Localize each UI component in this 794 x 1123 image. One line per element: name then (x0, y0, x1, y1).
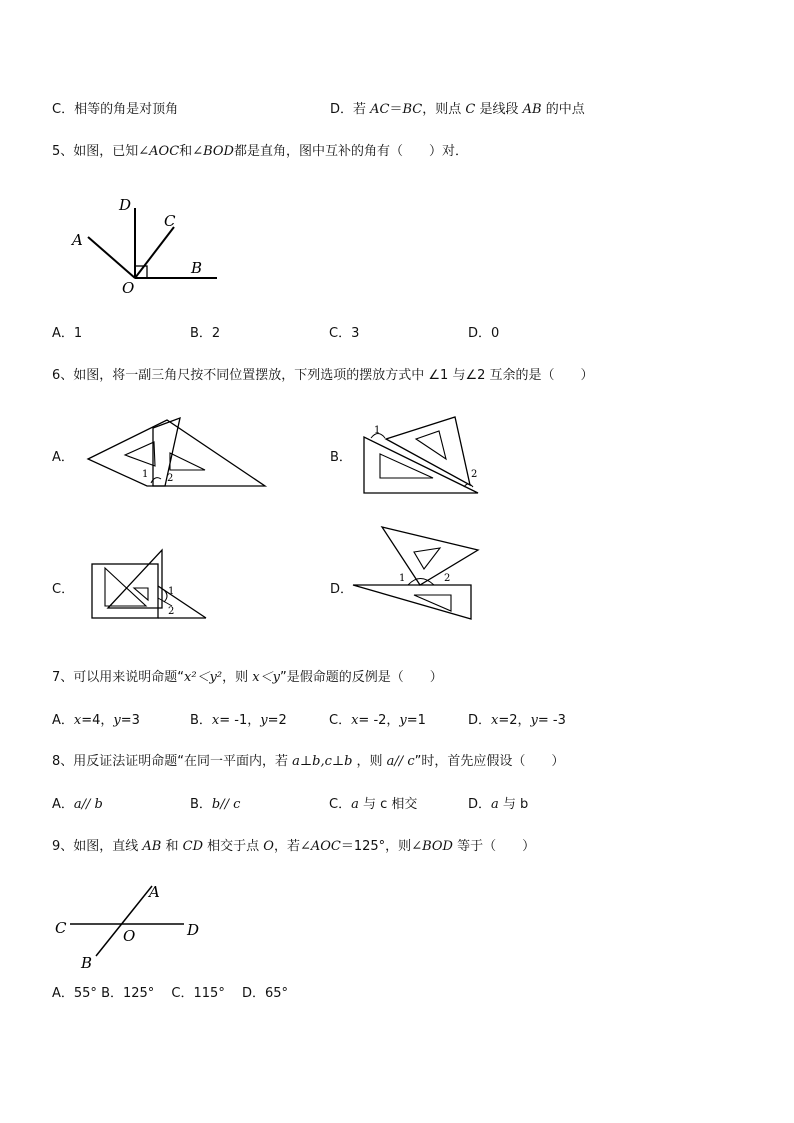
label-c: C (164, 212, 176, 230)
q8-option-d: D．a 与 b (468, 797, 529, 812)
q6-figure-c (88, 548, 213, 623)
q8-stem: 8、用反证法证明命题“在同一平面内，若 a⊥b,c⊥b ，则 a// c”时，首先应假设（ ） (52, 754, 565, 769)
q5-option-a: A．1 (52, 326, 83, 341)
label-d: D (187, 921, 200, 939)
q8-option-b: B．b// c (190, 797, 241, 812)
q6-figure-a (85, 415, 270, 490)
q9-options: A．55° B．125° C．115° D．65° (52, 986, 289, 1001)
q8-option-a: A．a// b (52, 797, 103, 812)
svg-text:2: 2 (471, 469, 478, 480)
svg-text:1: 1 (399, 573, 406, 584)
label-a: A (149, 883, 160, 901)
svg-text:2: 2 (167, 473, 174, 484)
svg-text:1: 1 (142, 469, 149, 480)
q9-stem: 9、如图，直线 AB 和 CD 相交于点 O，若∠AOC＝125°，则∠BOD 等于（ ） (52, 839, 536, 854)
q7-option-b: B．x= -1，y=2 (190, 713, 287, 728)
q6-option-c-label: C． (52, 582, 75, 597)
label-a: A (72, 231, 83, 249)
q6-stem: 6、如图，将一副三角尺按不同位置摆放，下列选项的摆放方式中 ∠1 与∠2 互余的是（ ） (52, 368, 594, 383)
label-b: B (81, 954, 93, 972)
q6-option-b-label: B． (330, 450, 352, 465)
svg-text:2: 2 (168, 606, 175, 617)
q5-stem: 5、如图，已知∠AOC和∠BOD都是直角，图中互补的角有（ ）对． (52, 144, 468, 159)
q5-option-d: D．0 (468, 326, 500, 341)
label-d: D (119, 196, 132, 214)
q7-option-a: A．x=4，y=3 (52, 713, 140, 728)
q7-option-c: C．x= -2，y=1 (329, 713, 426, 728)
q5-option-c: C．3 (329, 326, 360, 341)
q7-option-d: D．x=2，y= -3 (468, 713, 566, 728)
label-c: C (55, 919, 67, 937)
q7-stem: 7、可以用来说明命题“x²＜y²，则 x＜y”是假命题的反例是（ ） (52, 670, 443, 685)
q5-option-b: B．2 (190, 326, 221, 341)
q6-figure-d (350, 522, 485, 622)
q6-option-a-label: A． (52, 450, 74, 465)
q8-option-c: C．a 与 c 相交 (329, 797, 418, 812)
label-b: B (191, 259, 203, 277)
svg-text:2: 2 (444, 573, 451, 584)
svg-text:1: 1 (374, 425, 381, 436)
q6-figure-b (358, 415, 488, 500)
q5-angle-figure (60, 190, 230, 300)
q9-intersecting-lines-figure (52, 880, 212, 975)
svg-text:1: 1 (168, 586, 175, 597)
label-o: O (122, 279, 135, 297)
q4-option-c: C．相等的角是对顶角 (52, 102, 179, 117)
q4-option-d: D．若 AC＝BC，则点 C 是线段 AB 的中点 (330, 102, 585, 117)
q6-option-d-label: D． (330, 582, 354, 597)
label-o: O (123, 927, 136, 945)
